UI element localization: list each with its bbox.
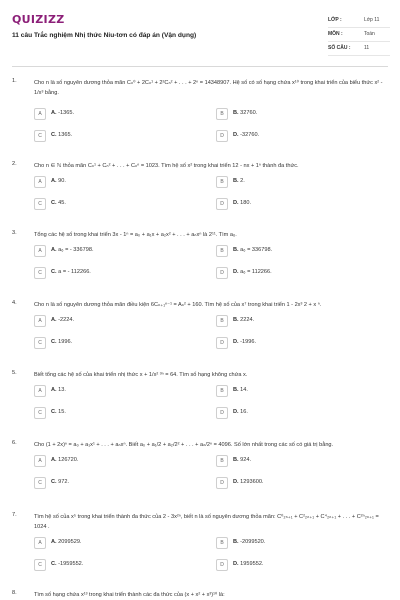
option-value: 1293600. [238, 479, 264, 485]
option-text [51, 317, 74, 323]
option-label: A. [51, 457, 57, 463]
answer-option-b[interactable] [216, 537, 376, 549]
question-number: 8. [12, 590, 17, 596]
option-letter-box: D [216, 198, 228, 210]
answer-option-a[interactable] [34, 108, 194, 120]
option-letter-box: D [216, 337, 228, 349]
answer-option-b[interactable] [216, 245, 376, 257]
option-letter-box: C [34, 559, 46, 571]
option-letter-box: D [216, 477, 228, 489]
option-value: a₆ = 336798. [238, 247, 273, 253]
question-text: Biết tổng các hệ số của khai triển nhị thức x + 1/x² ³ⁿ = 64. Tìm số hạng không chứa x. [34, 372, 248, 378]
question-text: Cho (1 + 2x)ⁿ = a₀ + a₁x¹ + . . . + aₙxⁿ. Biết a₀ + a₁/2 + a₂/2² + . . . + aₙ/2ⁿ = 4096. Số lớn nhất trong các số có giá trị bằng. [34, 442, 334, 448]
question-number: 3. [12, 230, 17, 236]
option-text [233, 457, 251, 463]
answer-option-b[interactable] [216, 455, 376, 467]
meta-key-class: LỚP : [328, 17, 342, 23]
answer-option-d[interactable] [216, 559, 376, 571]
meta-value-class: Lớp 11 [364, 17, 380, 23]
option-label: C. [51, 339, 57, 345]
option-label: C. [51, 269, 57, 275]
header-divider [12, 66, 388, 67]
option-letter-box: A [34, 385, 46, 397]
question-number: 4. [12, 300, 17, 306]
option-value: 14. [238, 387, 248, 393]
option-label: A. [51, 178, 57, 184]
option-text [51, 132, 72, 138]
option-text [233, 539, 265, 545]
option-value: 16. [238, 409, 248, 415]
option-label: C. [51, 479, 57, 485]
question-number: 6. [12, 440, 17, 446]
option-text [51, 479, 69, 485]
option-text [233, 561, 263, 567]
option-label: B. [233, 539, 239, 545]
option-label: A. [51, 539, 57, 545]
question-6 [12, 440, 388, 500]
option-text [233, 269, 272, 275]
option-value: 180. [238, 200, 252, 206]
option-text [233, 200, 251, 206]
quizizz-logo: QUIZIZZ [12, 13, 65, 26]
option-text [51, 339, 72, 345]
question-number: 1. [12, 78, 17, 84]
option-letter-box: B [216, 245, 228, 257]
question-1 [12, 78, 388, 138]
option-letter-box: B [216, 385, 228, 397]
answer-option-d[interactable] [216, 198, 376, 210]
option-label: B. [233, 247, 239, 253]
meta-row-class [328, 14, 390, 28]
option-letter-box: B [216, 455, 228, 467]
question-number: 5. [12, 370, 17, 376]
option-value: 32760. [238, 110, 258, 116]
option-label: B. [233, 387, 239, 393]
option-value: a₆ = - 336798. [56, 247, 94, 253]
option-text [233, 339, 256, 345]
option-letter-box: B [216, 315, 228, 327]
option-label: D. [233, 561, 239, 567]
answer-option-d[interactable] [216, 130, 376, 142]
option-text [51, 200, 66, 206]
answer-option-a[interactable] [34, 537, 194, 549]
meta-value-subject: Toán [364, 31, 375, 37]
option-label: D. [233, 269, 239, 275]
answer-option-d[interactable] [216, 477, 376, 489]
question-number: 2. [12, 161, 17, 167]
option-value: 972. [56, 479, 70, 485]
option-label: B. [233, 457, 239, 463]
option-label: D. [233, 409, 239, 415]
option-label: B. [233, 178, 239, 184]
option-text [51, 178, 66, 184]
option-value: 2. [238, 178, 245, 184]
option-value: 2099529. [56, 539, 82, 545]
option-value: a₆ = 112266. [238, 269, 272, 275]
option-value: 126720. [56, 457, 79, 463]
option-letter-box: A [34, 108, 46, 120]
option-label: A. [51, 387, 57, 393]
answer-option-a[interactable] [34, 245, 194, 257]
answer-option-d[interactable] [216, 407, 376, 419]
answer-option-c[interactable] [34, 198, 194, 210]
option-text [233, 110, 257, 116]
option-text [233, 247, 272, 253]
option-letter-box: C [34, 267, 46, 279]
meta-key-count: SỐ CÂU : [328, 45, 351, 51]
option-text [51, 110, 74, 116]
option-label: D. [233, 200, 239, 206]
meta-box [328, 14, 390, 56]
option-label: B. [233, 110, 239, 116]
question-5 [12, 370, 388, 430]
option-text [51, 387, 66, 393]
answer-option-a[interactable] [34, 176, 194, 188]
option-label: C. [51, 561, 57, 567]
answer-option-c[interactable] [34, 407, 194, 419]
option-label: A. [51, 317, 57, 323]
option-value: -1959552. [56, 561, 84, 567]
option-value: -2224. [56, 317, 75, 323]
option-letter-box: D [216, 267, 228, 279]
question-2 [12, 161, 388, 221]
option-letter-box: D [216, 559, 228, 571]
option-value: 15. [56, 409, 66, 415]
option-letter-box: B [216, 537, 228, 549]
option-text [51, 539, 81, 545]
question-text: Cho n là số nguyên dương thỏa mãn Cₙ⁰ + 2Cₙ¹ + 2²Cₙ² + . . . + 2ⁿ = 14348907. Hệ số có số hạng chứa x¹⁰ trong khai triển của biểu thức x² - 1/x³ bằng. [34, 80, 383, 96]
answer-option-c[interactable] [34, 267, 194, 279]
option-value: a = - 112266. [56, 269, 91, 275]
option-label: D. [233, 132, 239, 138]
option-letter-box: A [34, 176, 46, 188]
option-label: D. [233, 339, 239, 345]
option-text [51, 561, 83, 567]
option-letter-box: C [34, 198, 46, 210]
option-text [233, 409, 248, 415]
option-label: D. [233, 479, 239, 485]
option-text [233, 178, 245, 184]
question-8 [12, 590, 388, 600]
option-letter-box: C [34, 130, 46, 142]
meta-row-subject [328, 28, 390, 42]
answer-option-c[interactable] [34, 477, 194, 489]
answer-option-d[interactable] [216, 267, 376, 279]
option-letter-box: C [34, 477, 46, 489]
option-text [51, 269, 91, 275]
option-value: 45. [56, 200, 66, 206]
option-letter-box: A [34, 315, 46, 327]
question-text: Cho n là số nguyên dương thỏa mãn điều kiện 6Cₙ₊₁ⁿ⁻¹ = Aₙ² + 160. Tìm hệ số của x⁷ trong khai triển 1 - 2x³ 2 + x ⁿ. [34, 302, 322, 308]
option-letter-box: C [34, 407, 46, 419]
document-header [0, 0, 400, 62]
question-3 [12, 230, 388, 290]
answer-option-c[interactable] [34, 130, 194, 142]
option-text [233, 132, 259, 138]
question-4 [12, 300, 388, 360]
option-value: 1996. [56, 339, 73, 345]
option-value: 924. [238, 457, 252, 463]
meta-key-subject: MÔN : [328, 31, 343, 37]
option-letter-box: C [34, 337, 46, 349]
answer-option-a[interactable] [34, 455, 194, 467]
option-value: 1959552. [238, 561, 264, 567]
question-text: Tổng các hệ số trong khai triển 3x - 1ⁿ = a₀ + a₁x + a₂x² + . . . + aₙxⁿ là 2¹¹. Tìm a₆. [34, 232, 237, 238]
document-title: 11 câu Trắc nghiệm Nhị thức Niu-tơn có đáp án (Vận dụng) [12, 32, 197, 39]
option-label: A. [51, 110, 57, 116]
option-value: -1996. [238, 339, 257, 345]
option-text [51, 457, 78, 463]
option-value: 1365. [56, 132, 73, 138]
meta-value-count: 11 [364, 45, 370, 51]
option-letter-box: D [216, 407, 228, 419]
option-value: 90. [56, 178, 66, 184]
answer-option-c[interactable] [34, 559, 194, 571]
option-text [233, 387, 248, 393]
answer-option-a[interactable] [34, 315, 194, 327]
question-number: 7. [12, 512, 17, 518]
option-letter-box: B [216, 108, 228, 120]
option-text [51, 247, 94, 253]
answer-option-b[interactable] [216, 176, 376, 188]
option-label: C. [51, 132, 57, 138]
option-value: -32760. [238, 132, 260, 138]
answer-option-c[interactable] [34, 337, 194, 349]
option-letter-box: A [34, 245, 46, 257]
answer-option-d[interactable] [216, 337, 376, 349]
option-letter-box: A [34, 455, 46, 467]
option-value: -1365. [56, 110, 75, 116]
meta-row-count [328, 42, 390, 56]
option-label: C. [51, 200, 57, 206]
answer-option-a[interactable] [34, 385, 194, 397]
option-text [233, 317, 254, 323]
option-letter-box: B [216, 176, 228, 188]
question-text: Cho n ∈ ℕ thỏa mãn Cₙ¹ + Cₙ² + . . . + Cₙⁿ = 1023. Tìm hệ số x² trong khai triển 12 - nx + 1ⁿ thành đa thức. [34, 163, 299, 169]
question-text: Tìm hệ số của x⁵ trong khai triển thành đa thức của 2 - 3x²ⁿ, biết n là số nguyên dương thỏa mãn: C⁰₂ₙ₊₁ + C²₂ₙ₊₁ + C⁴₂ₙ₊₁ + . . . + C²ⁿ₂ₙ₊₁ = 1024 . [34, 514, 379, 530]
answer-option-b[interactable] [216, 108, 376, 120]
answer-option-b[interactable] [216, 315, 376, 327]
option-letter-box: A [34, 537, 46, 549]
option-label: A. [51, 247, 57, 253]
question-text: Tìm số hạng chứa x¹³ trong khai triển thành các đa thức của (x + x² + x³)¹⁰ là: [34, 592, 225, 598]
option-text [233, 479, 263, 485]
answer-option-b[interactable] [216, 385, 376, 397]
option-value: 13. [56, 387, 66, 393]
option-letter-box: D [216, 130, 228, 142]
option-label: C. [51, 409, 57, 415]
question-7 [12, 512, 388, 572]
option-text [51, 409, 66, 415]
option-value: -2099520. [238, 539, 266, 545]
option-value: 2224. [238, 317, 255, 323]
option-label: B. [233, 317, 239, 323]
